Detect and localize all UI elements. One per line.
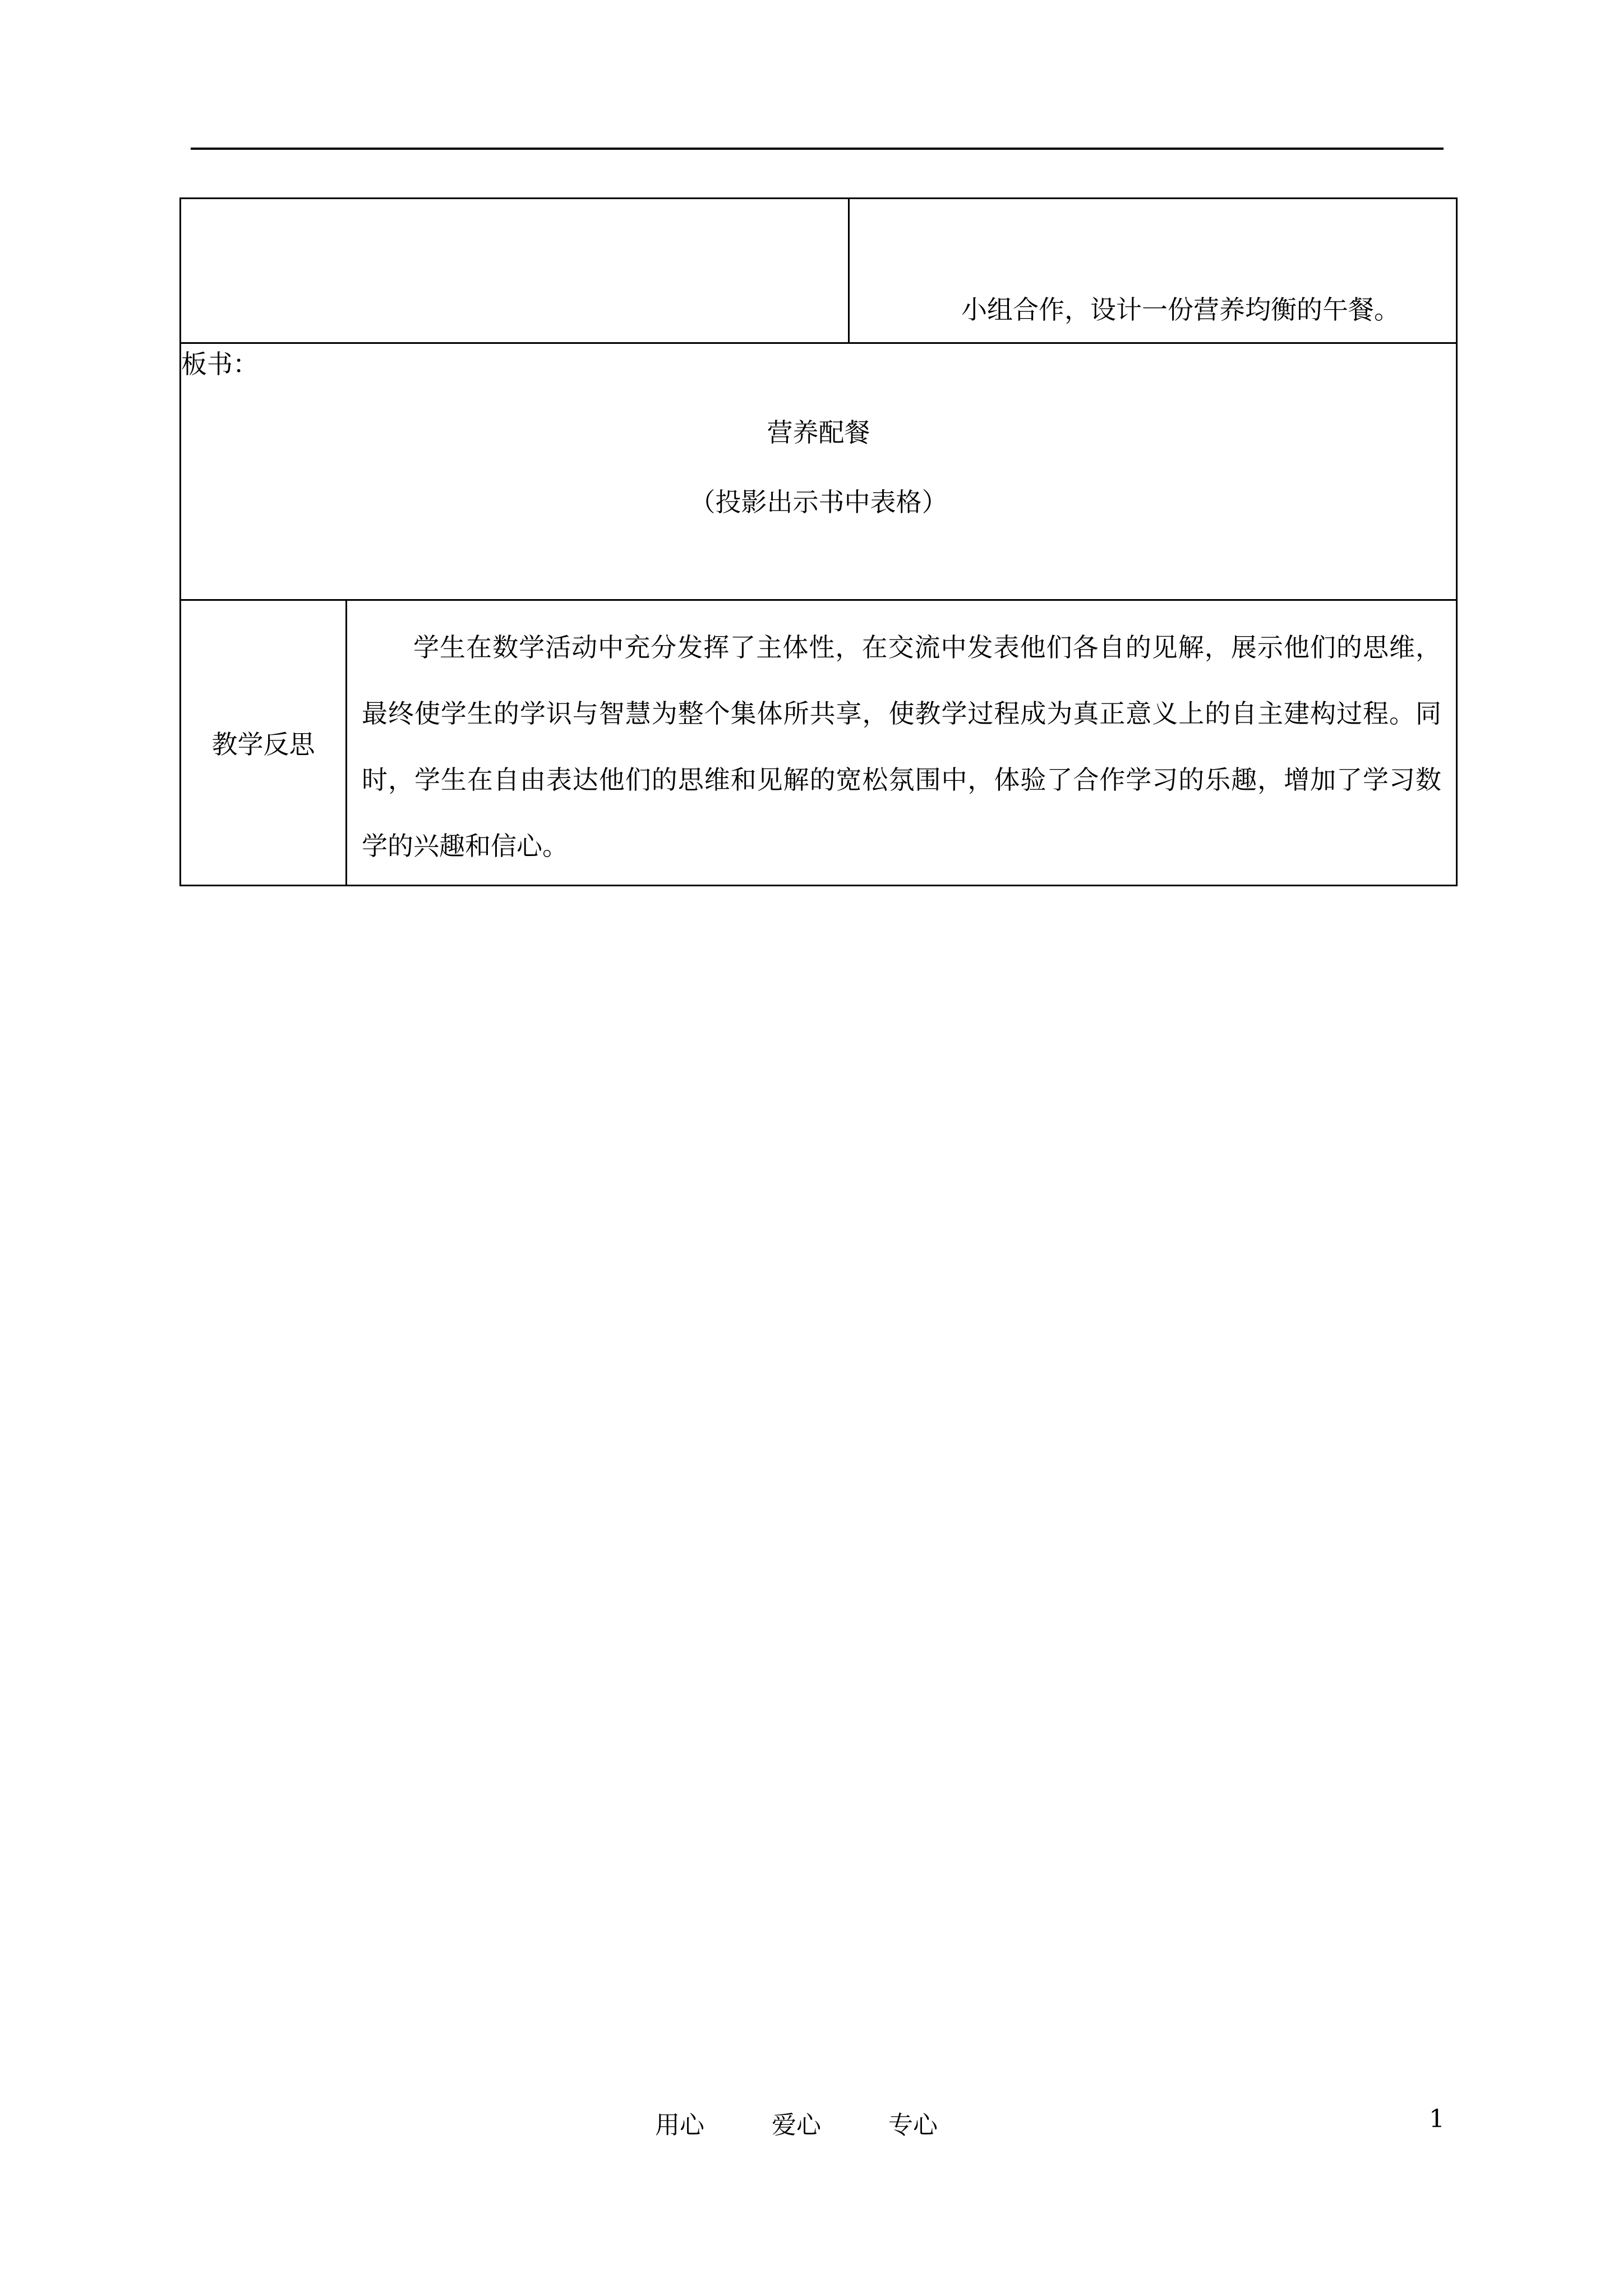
board-row	[181, 343, 1457, 600]
footer-motto	[655, 2105, 938, 2141]
board-subtitle: （投影出示书中表格）	[689, 487, 948, 517]
reflection-label: 教学反思	[181, 600, 347, 886]
header-rule	[191, 148, 1444, 150]
lesson-plan-table	[179, 197, 1458, 886]
footer-motto-3: 专心	[888, 2111, 938, 2139]
page-number: 1	[1429, 2105, 1445, 2133]
activity-row	[181, 199, 1457, 343]
group-task-text: 小组合作，设计一份营养均衡的午餐。	[849, 199, 1457, 343]
activity-left-cell	[181, 199, 849, 343]
reflection-row	[181, 600, 1457, 886]
reflection-text: 学生在数学活动中充分发挥了主体性，在交流中发表他们各自的见解，展示他们的思维，最终使学生的学识与智慧为整个集体所共享，使教学过程成为真正意义上的自主建构过程。同时，学生在自由表达他们的思维和见解的宽松氛围中，体验了合作学习的乐趣，增加了学习数学的兴趣和信心。	[347, 600, 1457, 886]
footer-motto-1: 用心	[655, 2111, 704, 2139]
board-cell	[181, 343, 1457, 600]
board-label: 板书：	[181, 349, 259, 379]
board-title: 营养配餐	[767, 417, 870, 448]
footer-motto-2: 爱心	[772, 2111, 821, 2139]
